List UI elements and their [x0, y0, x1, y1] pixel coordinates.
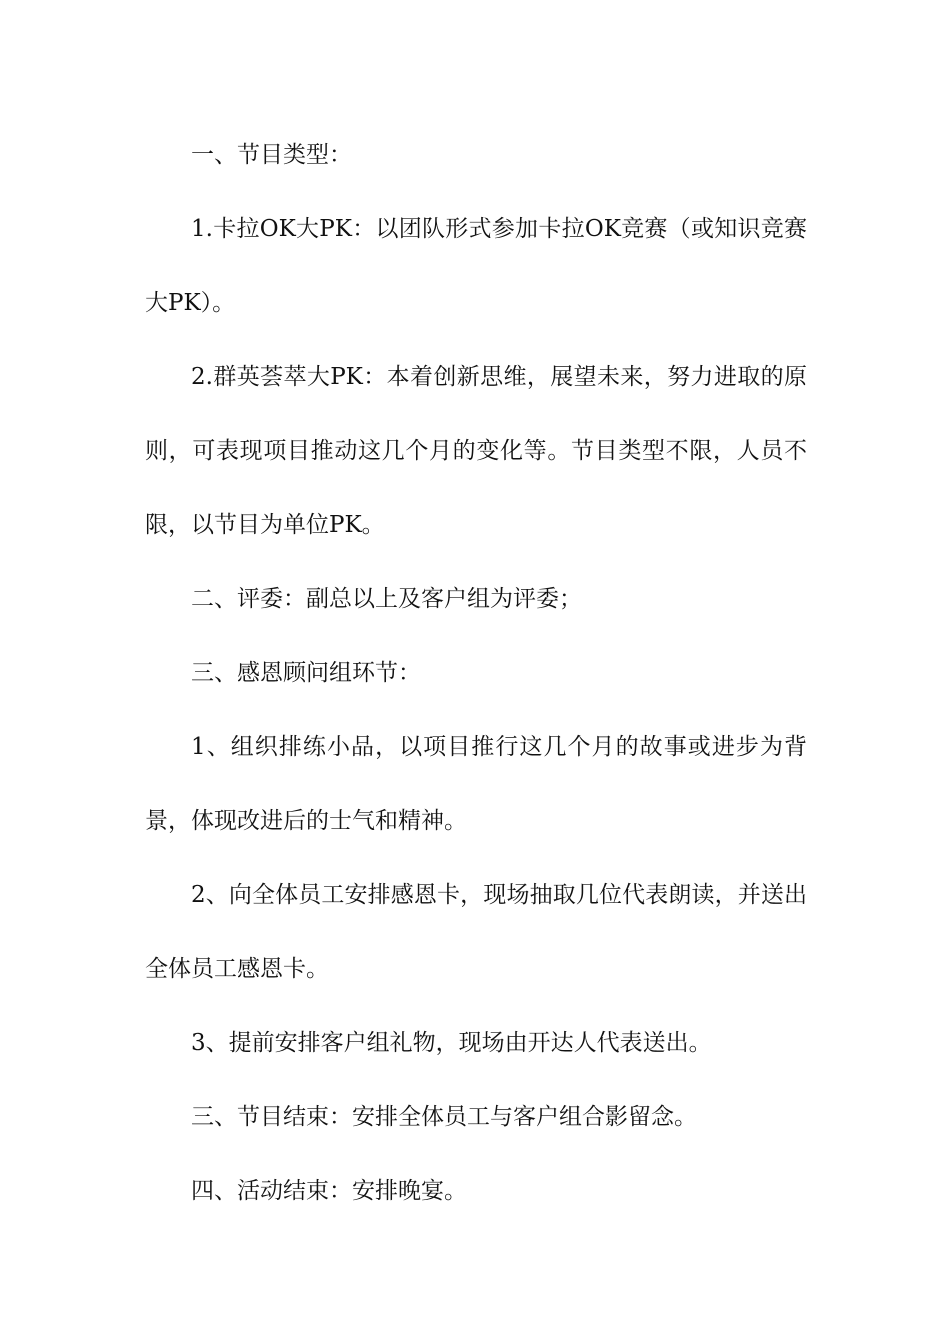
paragraph-client-gifts: 3、提前安排客户组礼物，现场由开达人代表送出。 [191, 1030, 712, 1056]
paragraph-thank-you-cards: 2、向全体员工安排感恩卡，现场抽取几位代表朗读，并送出全体员工感恩卡。 [145, 882, 807, 982]
heading-judges: 二、评委：副总以上及客户组为评委； [191, 586, 582, 612]
paragraph-program-end: 三、节目结束：安排全体员工与客户组合影留念。 [191, 1104, 697, 1130]
document-body [145, 118, 807, 1228]
heading-gratitude-section: 三、感恩顾问组环节： [191, 660, 421, 686]
paragraph-karaoke-pk: 1.卡拉OK大PK：以团队形式参加卡拉OK竞赛（或知识竞赛大PK）。 [145, 216, 807, 316]
paragraph-event-end: 四、活动结束：安排晚宴。 [191, 1178, 467, 1204]
paragraph-talent-pk: 2.群英荟萃大PK：本着创新思维，展望未来，努力进取的原则，可表现项目推动这几个月的变化等。节目类型不限，人员不限，以节目为单位PK。 [145, 364, 807, 538]
paragraph-skit: 1、组织排练小品，以项目推行这几个月的故事或进步为背景，体现改进后的士气和精神。 [145, 734, 807, 834]
heading-program-types: 一、节目类型： [191, 142, 352, 168]
